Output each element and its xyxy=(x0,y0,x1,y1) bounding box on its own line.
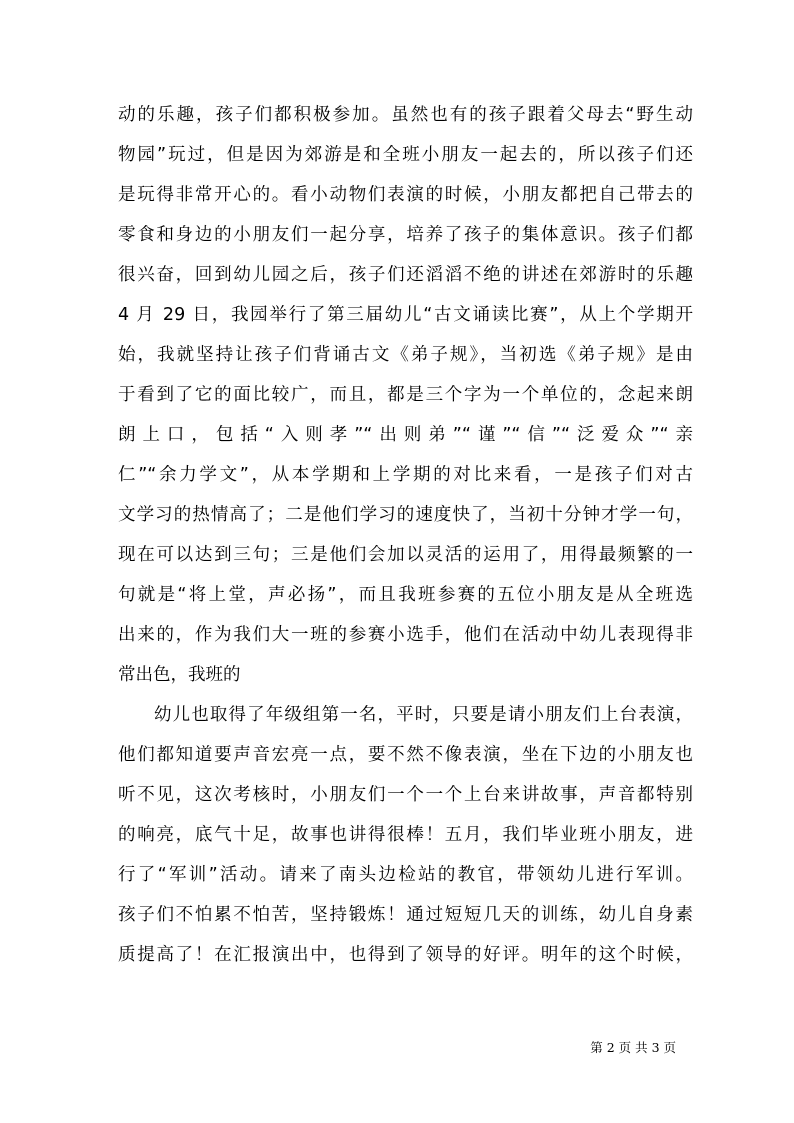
text-line: 零食和身边的小朋友们一起分享，培养了孩子的集体意识。孩子们都 xyxy=(118,225,693,245)
text-line: 常出色，我班的 xyxy=(118,665,241,685)
text-line: 很兴奋，回到幼儿园之后，孩子们还滔滔不绝的讲述在郊游时的乐趣 xyxy=(118,265,693,285)
text-line: 句就是“将上堂，声必扬”，而且我班参赛的五位小朋友是从全班选 xyxy=(118,585,693,605)
text-line: 仁”“余力学文”，从本学期和上学期的对比来看，一是孩子们对古 xyxy=(118,465,693,485)
text-line: 质提高了！在汇报演出中，也得到了领导的好评。明年的这个时候， xyxy=(118,945,693,965)
text-line: 文学习的热情高了；二是他们学习的速度快了，当初十分钟才学一句， xyxy=(118,505,693,525)
text-line: 听不见，这次考核时，小朋友们一个一个上台来讲故事，声音都特别 xyxy=(118,785,693,805)
paragraph-first-line: 幼儿也取得了年级组第一名，平时，只要是请小朋友们上台表演， xyxy=(154,705,693,725)
text-line: 于看到了它的面比较广，而且，都是三个字为一个单位的，念起来朗 xyxy=(118,385,693,405)
text-line: 是玩得非常开心的。看小动物们表演的时候，小朋友都把自己带去的 xyxy=(118,185,693,205)
text-line: 的响亮，底气十足，故事也讲得很棒！五月，我们毕业班小朋友，进 xyxy=(118,825,693,845)
page-number-footer: 第 2 页 共 3 页 xyxy=(590,1040,676,1055)
text-line: 始，我就坚持让孩子们背诵古文《弟子规》，当初选《弟子规》是由 xyxy=(118,345,693,365)
text-line: 行了“军训”活动。请来了南头边检站的教官，带领幼儿进行军训。 xyxy=(118,865,693,885)
text-line: 物园”玩过，但是因为郊游是和全班小朋友一起去的，所以孩子们还 xyxy=(118,145,693,165)
text-line: 动的乐趣，孩子们都积极参加。虽然也有的孩子跟着父母去“野生动 xyxy=(118,105,693,125)
text-line: 现在可以达到三句；三是他们会加以灵活的运用了，用得最频繁的一 xyxy=(118,545,693,565)
text-line: 孩子们不怕累不怕苦，坚持锻炼！通过短短几天的训练，幼儿自身素 xyxy=(118,905,693,925)
text-line: 朗上口，包括“入则孝”“出则弟”“谨”“信”“泛爱众”“亲 xyxy=(118,425,693,445)
text-line: 出来的，作为我们大一班的参赛小选手，他们在活动中幼儿表现得非 xyxy=(118,625,693,645)
body-text xyxy=(118,95,693,975)
text-line: 4 月 29 日，我园举行了第三届幼儿“古文诵读比赛”，从上个学期开 xyxy=(118,305,693,325)
text-line: 他们都知道要声音宏亮一点，要不然不像表演，坐在下边的小朋友也 xyxy=(118,745,693,765)
